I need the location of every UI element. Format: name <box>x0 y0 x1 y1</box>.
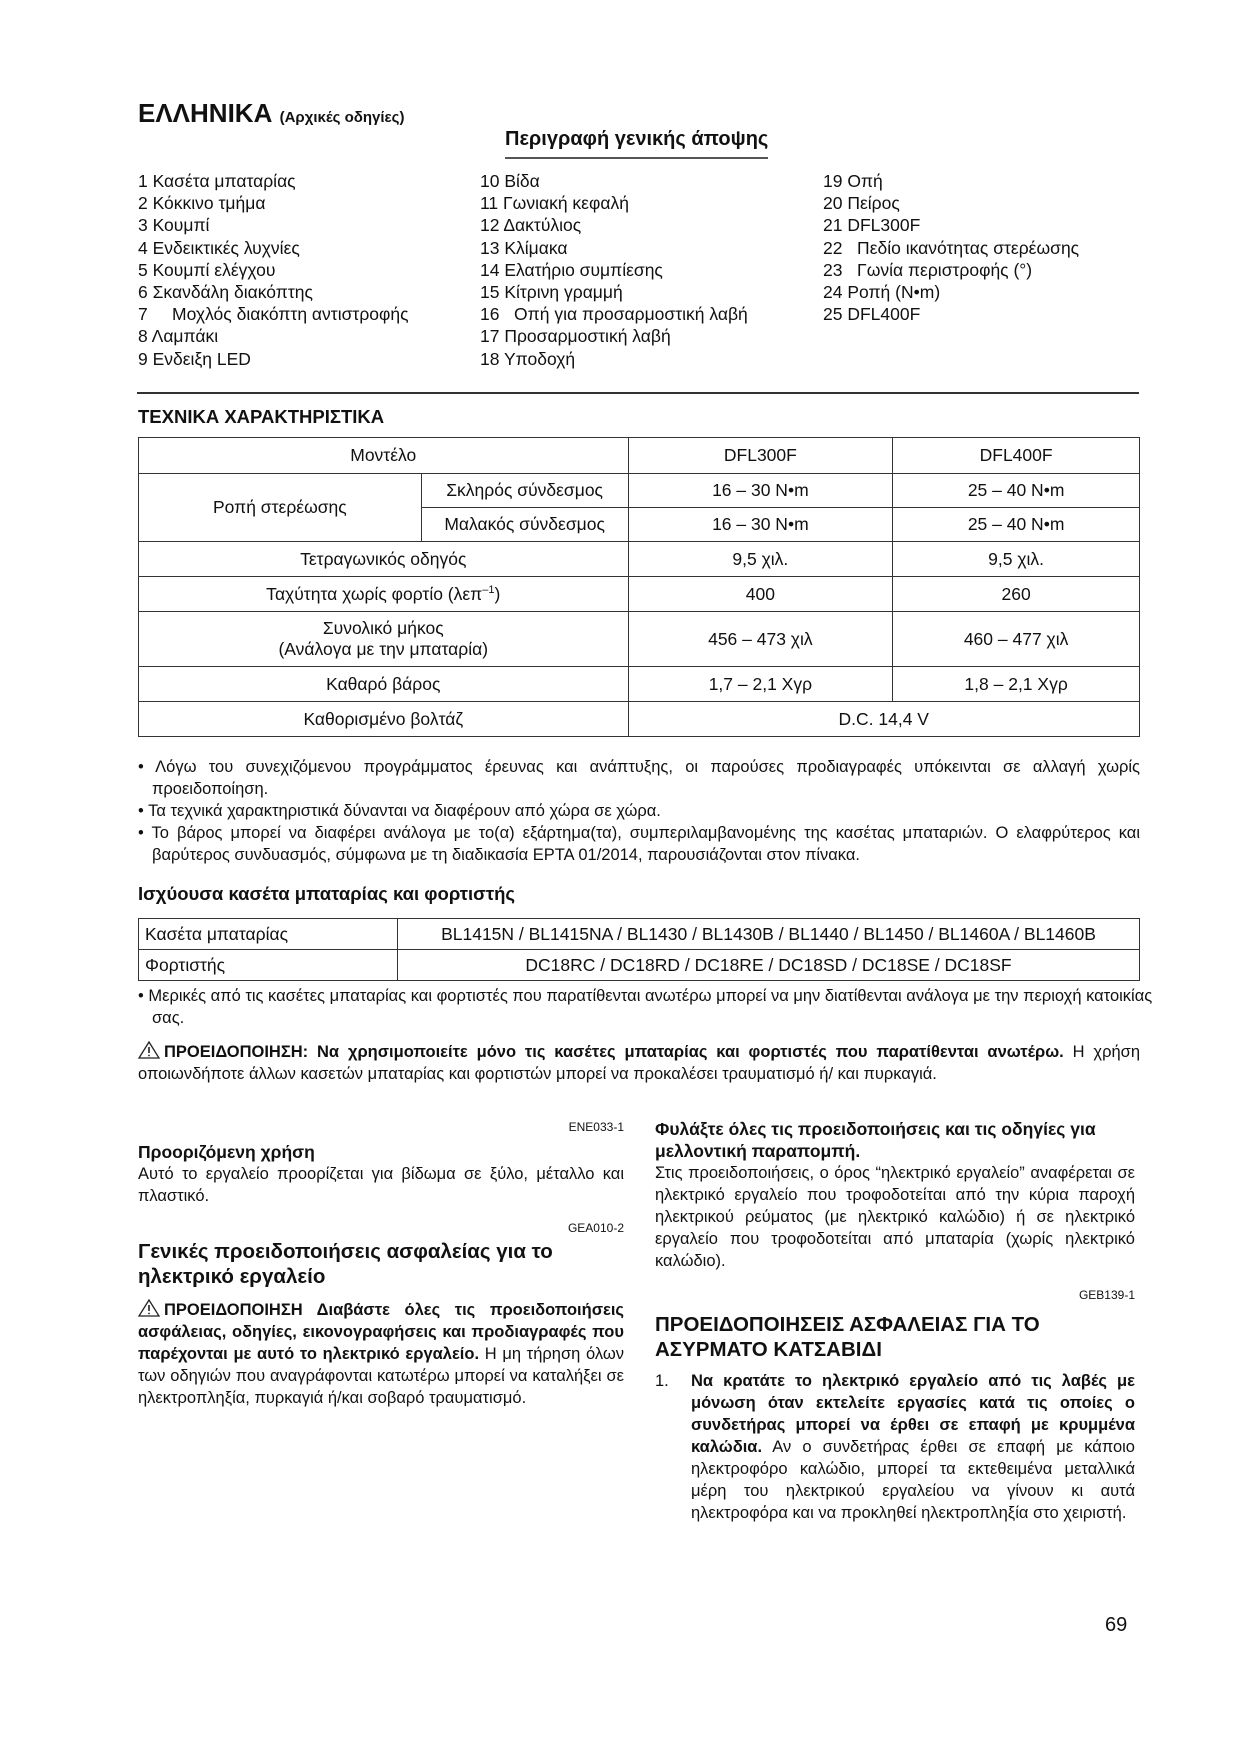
warning-text: Η χρήση οποιωνδήποτε άλλων κασετών μπαταρίας και φορτιστών μπορεί να προκαλέσει τραυματισμό ή/ και πυρκαγιά. <box>138 1043 1141 1083</box>
warning-bold-text: ΠΡΟΕΙΔΟΠΟΙΗΣΗ: Να χρησιμοποιείτε μόνο τις κασέτες μπαταρίας και φορτιστές που παρατίθενται ανωτέρω. <box>164 1043 1064 1061</box>
item-text <box>691 1370 1135 1524</box>
parts-list-col2 <box>480 170 748 370</box>
part-item: 8 Λαμπάκι <box>138 326 219 347</box>
warning-triangle-icon <box>138 1041 160 1059</box>
part-item: 17 Προσαρμοστική λαβή <box>480 326 671 347</box>
model-name: DFL400F <box>893 438 1140 474</box>
label-sup: –1 <box>482 583 495 596</box>
hard-joint-label: Σκληρός σύνδεσμος <box>421 474 628 508</box>
battery-warning <box>138 1041 1140 1085</box>
part-item: 9 Ενδειξη LED <box>138 348 251 369</box>
warning-bold-text: ΠΡΟΕΙΔΟΠΟΙΗΣΗ Διαβάστε όλες τις προειδοποιήσεις ασφάλειας, οδηγίες, εικονογραφήσεις και προδιαγραφές που παρέχονται με αυτό το ηλεκτρικό εργαλείο. <box>138 1301 624 1363</box>
note-item: • Τα τεχνικά χαρακτηριστικά δύνανται να διαφέρουν από χώρα σε χώρα. <box>138 802 661 820</box>
soft-joint-label: Μαλακός σύνδεσμος <box>421 508 628 542</box>
table-cell: 260 <box>893 577 1140 612</box>
table-row <box>139 667 1140 702</box>
general-warnings-title: Γενικές προειδοποιήσεις ασφαλείας για το ηλεκτρικό εργαλείο <box>138 1240 553 1288</box>
table-cell: 9,5 χιλ. <box>893 542 1140 577</box>
table-row <box>139 438 1140 474</box>
table-cell: 16 – 30 N•m <box>628 508 893 542</box>
overview-title: Περιγραφή γενικής άποψης <box>505 128 768 159</box>
table-cell: 16 – 30 N•m <box>628 474 893 508</box>
label-text: (Ανάλογα με την μπαταρία) <box>278 639 489 659</box>
parts-list-col3 <box>823 170 1079 325</box>
part-item: 6 Σκανδάλη διακόπτης <box>138 282 313 303</box>
part-item: 15 Κίτρινη γραμμή <box>480 282 623 303</box>
label-text: Συνολικό μήκος <box>322 618 444 638</box>
part-item: 1 Κασέτα μπαταρίας <box>138 171 296 191</box>
table-cell: 1,8 – 2,1 Χγρ <box>893 667 1140 702</box>
cartridge-label: Κασέτα μπαταρίας <box>139 919 398 950</box>
specs-title: ΤΕΧΝΙΚΑ ΧΑΡΑΚΤΗΡΙΣΤΙΚΑ <box>138 406 385 427</box>
part-item: 18 Υποδοχή <box>480 348 576 369</box>
table-row <box>139 577 1140 612</box>
table-row <box>139 950 1140 981</box>
save-instructions-text: Στις προειδοποιήσεις, ο όρος “ηλεκτρικό εργαλείο” αναφέρεται σε ηλεκτρικό εργαλείο που τροφοδοτείται από την κύρια παροχή ηλεκτρικού ρεύματος (με ηλεκτρικό καλώδιο) ή σε ηλεκτρικό εργαλείο που τροφοδοτείται από μπαταρία (χωρίς ηλεκτρικό καλώδιο). <box>655 1164 1135 1270</box>
spec-notes <box>138 756 1140 866</box>
warning-text: Η μη τήρηση όλων των οδηγιών που αναγράφονται κατωτέρω μπορεί να καταλήξει σε ηλεκτροπληξία, πυρκαγιά ή/και σοβαρό τραυματισμό. <box>138 1345 624 1407</box>
cartridge-value: BL1415N / BL1415NA / BL1430 / BL1430B / BL1440 / BL1450 / BL1460A / BL1460B <box>398 919 1140 950</box>
note-item: • Λόγω του συνεχιζόμενου προγράμματος έρευνας και ανάπτυξης, οι παρούσες προδιαγραφές υπόκεινται σε αλλαγή χωρίς προειδοποίηση. <box>138 758 1140 798</box>
parts-list-col1 <box>138 170 409 370</box>
part-item: 23 Γωνία περιστροφής (°) <box>823 259 1033 280</box>
table-row <box>139 542 1140 577</box>
specs-table <box>138 437 1140 737</box>
table-cell: 9,5 χιλ. <box>628 542 893 577</box>
item-bold-text: Να κρατάτε το ηλεκτρικό εργαλείο από τις λαβές με μόνωση όταν εκτελείτε εργασίες κατά τις οποίες ο συνδετήρας μπορεί να έρθει σε επαφή με κρυμμένα καλώδια. <box>691 1372 1135 1456</box>
model-label: Μοντέλο <box>139 438 629 474</box>
part-item: 25 DFL400F <box>823 304 921 325</box>
part-item: 7 Μοχλός διακόπτη αντιστροφής <box>138 304 409 325</box>
list-item <box>655 1370 1135 1524</box>
section-code: GEA010-2 <box>567 1221 624 1235</box>
intended-use-text: Αυτό το εργαλείο προορίζεται για βίδωμα σε ξύλο, μέταλλο και πλαστικό. <box>138 1165 624 1205</box>
part-item: 5 Κουμπί ελέγχου <box>138 259 276 280</box>
table-cell: 25 – 40 N•m <box>893 508 1140 542</box>
page-number: 69 <box>1105 1614 1128 1636</box>
language-subheading: (Αρχικές οδηγίες) <box>279 109 405 126</box>
table-cell: 400 <box>628 577 893 612</box>
save-instructions-title: Φυλάξτε όλες τις προειδοποιήσεις και τις οδηγίες για μελλοντική παραπομπή. <box>655 1119 1096 1161</box>
screwdriver-warnings-title: ΠΡΟΕΙΔΟΠΟΙΗΣΕΙΣ ΑΣΦΑΛΕΙΑΣ ΓΙΑ ΤΟ ΑΣΥΡΜΑΤΟ ΚΑΤΣΑΒΙΔΙ <box>655 1313 1040 1361</box>
torque-label: Ροπή στερέωσης <box>139 474 422 542</box>
language-heading: ΕΛΛΗΝΙΚΑ <box>138 98 273 128</box>
part-item: 11 Γωνιακή κεφαλή <box>480 193 629 214</box>
table-row <box>139 612 1140 667</box>
part-item: 22 Πεδίο ικανότητας στερέωσης <box>823 237 1080 258</box>
battery-title: Ισχύουσα κασέτα μπαταρίας και φορτιστής <box>138 883 516 904</box>
table-row <box>139 474 1140 508</box>
part-item: 14 Ελατήριο συμπίεσης <box>480 259 663 280</box>
label-text: Ταχύτητα χωρίς φορτίο (λεπ <box>266 583 483 604</box>
table-row <box>139 702 1140 737</box>
part-item: 12 Δακτύλιος <box>480 215 582 236</box>
label-text: ) <box>494 583 501 604</box>
left-column <box>138 1120 624 1409</box>
battery-table <box>138 918 1140 981</box>
item-body-text: Αν ο συνδετήρας έρθει σε επαφή με κάποιο ηλεκτροφόρο καλώδιο, μπορεί τα εκτεθειμένα μεταλλικά μέρη του ηλεκτρικού εργαλείου να γίνουν κι αυτά ηλεκτροφόρα και να προκληθεί ηλεκτροπληξία στο χειριστή. <box>691 1438 1135 1522</box>
square-drive-label: Τετραγωνικός οδηγός <box>139 542 629 577</box>
table-cell: D.C. 14,4 V <box>628 702 1139 737</box>
part-item: 4 Ενδεικτικές λυχνίες <box>138 237 300 258</box>
part-item: 20 Πείρος <box>823 193 900 214</box>
battery-note: • Μερικές από τις κασέτες μπαταρίας και φορτιστές που παρατίθενται ανωτέρω μπορεί να μην διατίθενται ανάλογα με την περιοχή κατοικίας σας. <box>138 987 1153 1027</box>
section-code: GEB139-1 <box>1078 1288 1135 1302</box>
table-cell: 25 – 40 N•m <box>893 474 1140 508</box>
part-item: 21 DFL300F <box>823 215 921 236</box>
section-code: ENE033-1 <box>568 1120 624 1134</box>
part-item: 2 Κόκκινο τμήμα <box>138 193 266 214</box>
no-load-speed-label <box>139 577 629 612</box>
table-cell: 460 – 477 χιλ <box>893 612 1140 667</box>
part-item: 13 Κλίμακα <box>480 237 568 258</box>
charger-value: DC18RC / DC18RD / DC18RE / DC18SD / DC18SE / DC18SF <box>398 950 1140 981</box>
item-number: 1. <box>655 1372 669 1390</box>
part-item: 24 Ροπή (N•m) <box>823 282 941 303</box>
table-row <box>139 919 1140 950</box>
part-item: 19 Οπή <box>823 171 883 191</box>
part-item: 3 Κουμπί <box>138 215 210 236</box>
model-name: DFL300F <box>628 438 893 474</box>
right-column <box>655 1118 1135 1524</box>
rated-voltage-label: Καθορισμένο βολτάζ <box>139 702 629 737</box>
charger-label: Φορτιστής <box>139 950 398 981</box>
overall-length-label <box>139 612 629 667</box>
part-item: 10 Βίδα <box>480 171 540 191</box>
note-item: • Το βάρος μπορεί να διαφέρει ανάλογα με το(α) εξάρτημα(τα), συμπεριλαμβανομένης της κασέτας μπαταριών. Ο ελαφρύτερος και βαρύτερος συνδυασμός, σύμφωνα με τη διαδικασία EPTA 01/2014, παρουσιάζονται στον πίνακα. <box>138 824 1140 864</box>
net-weight-label: Καθαρό βάρος <box>139 667 629 702</box>
table-cell: 456 – 473 χιλ <box>628 612 893 667</box>
part-item: 16 Οπή για προσαρμοστική λαβή <box>480 304 748 325</box>
section-divider <box>137 392 1139 394</box>
table-cell: 1,7 – 2,1 Χγρ <box>628 667 893 702</box>
page-title <box>138 98 404 129</box>
intended-use-title: Προοριζόμενη χρήση <box>138 1142 315 1162</box>
general-warning <box>138 1299 624 1409</box>
warning-triangle-icon <box>138 1299 160 1317</box>
